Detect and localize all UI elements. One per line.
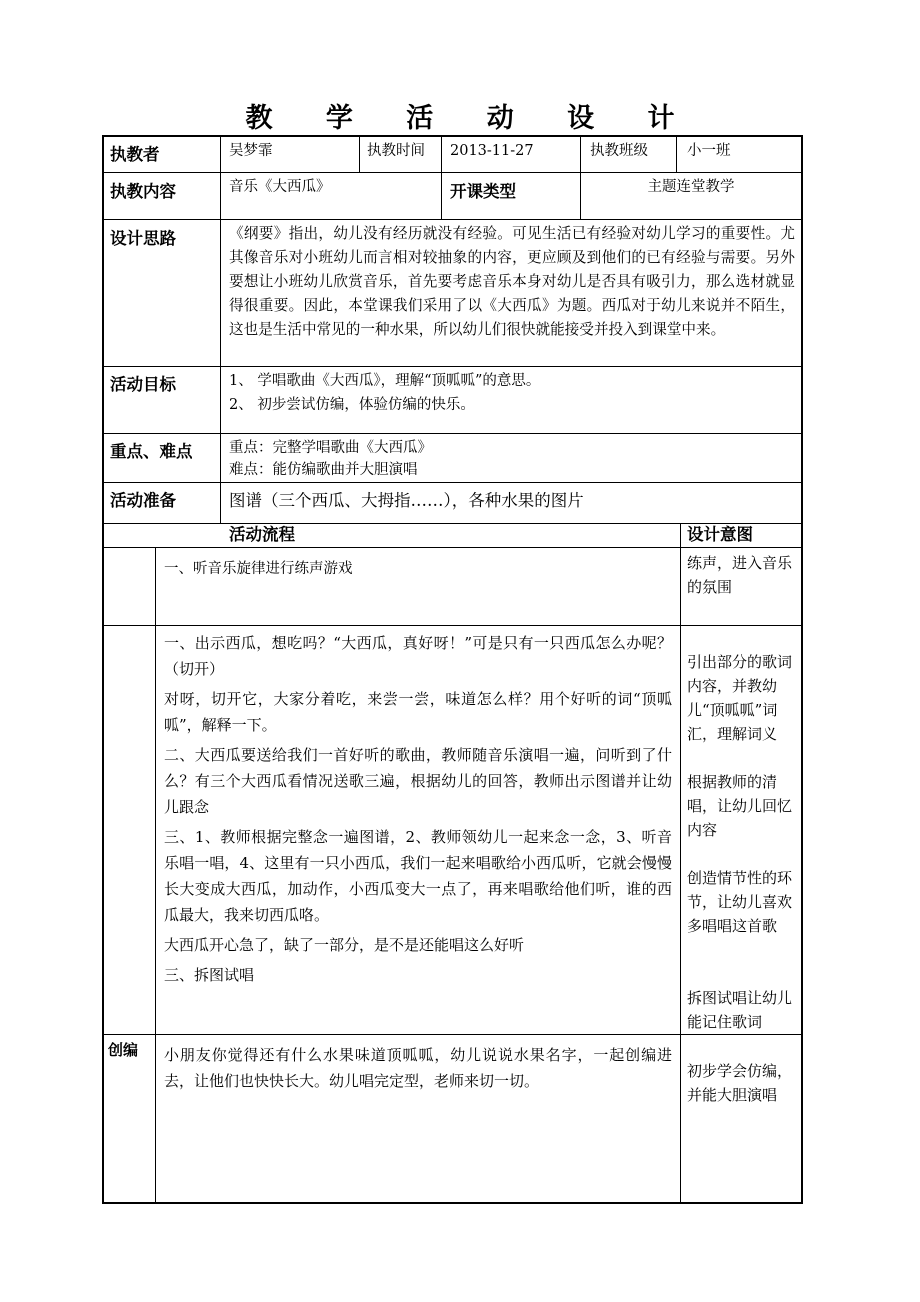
step-paragraph: 大西瓜开心急了，缺了一部分，是不是还能唱这么好听 bbox=[164, 936, 525, 954]
step-paragraph: 三、1、教师根据完整念一遍图谱，2、教师领幼儿一起来念一念，3、听音乐唱一唱，4、这里有一只小西瓜，我们一起来唱歌给小西瓜听，它就会慢慢长大变成大西瓜，加动作，小西瓜变大一点了，再来唱歌给他们听，谁的西瓜最大，我来切西瓜咯。 bbox=[164, 828, 672, 924]
step-paragraph: 一、出示西瓜，想吃吗？“大西瓜，真好呀！”可是只有一只西瓜怎么办呢？（切开） bbox=[164, 634, 672, 678]
step-paragraph: 对呀，切开它，大家分着吃，来尝一尝，味道怎么样？用个好听的词“顶呱呱”，解释一下。 bbox=[164, 690, 672, 734]
teaching-date: 2013-11-27 bbox=[450, 143, 534, 159]
create-label: 创编 bbox=[108, 1041, 139, 1059]
flow-header: 活动流程 bbox=[229, 525, 295, 544]
goals-label: 活动目标 bbox=[110, 375, 176, 394]
create-intent: 初步学会仿编，并能大胆演唱 bbox=[687, 1062, 793, 1104]
preparation-text: 图谱（三个西瓜、大拇指……），各种水果的图片 bbox=[229, 491, 584, 510]
content-label: 执教内容 bbox=[110, 182, 176, 201]
main-process bbox=[164, 630, 672, 988]
warmup-intent: 练声，进入音乐的氛围 bbox=[687, 554, 793, 596]
intent-header: 设计意图 bbox=[687, 525, 753, 544]
goal-item-2: 2、 初步尝试仿编，体验仿编的快乐。 bbox=[229, 397, 475, 413]
class-label: 执教班级 bbox=[590, 143, 648, 159]
key-point: 重点：完整学唱歌曲《大西瓜》 bbox=[229, 440, 432, 456]
design-idea-label: 设计思路 bbox=[110, 229, 176, 248]
design-idea-text: 《纲要》指出，幼儿没有经历就没有经验。可见生活已有经验对幼儿学习的重要性。尤其像音乐对小班幼儿而言相对较抽象的内容，更应顾及到他们的已有经验与需要。另外要想让小班幼儿欣赏音乐，首先要考虑音乐本身对幼儿是否具有吸引力，那么选材就显得很重要。因此，本堂课我们采用了以《大西瓜》为题。西瓜对于幼儿来说并不陌生，这也是生活中常见的一种水果，所以幼儿们很快就能接受并投入到课堂中来。 bbox=[229, 225, 795, 338]
intent-note: 引出部分的歌词内容，并教幼儿“顶呱呱”词汇，理解词义 bbox=[687, 653, 793, 743]
preparation-label: 活动准备 bbox=[110, 491, 176, 510]
time-label: 执教时间 bbox=[367, 143, 425, 159]
type-label: 开课类型 bbox=[450, 182, 516, 201]
goal-item-1: 1、 学唱歌曲《大西瓜》，理解“顶呱呱”的意思。 bbox=[229, 373, 541, 389]
teacher-name: 吴梦霏 bbox=[229, 143, 273, 159]
step-paragraph: 三、拆图试唱 bbox=[164, 966, 255, 984]
step-paragraph: 二、大西瓜要送给我们一首好听的歌曲，教师随音乐演唱一遍，问听到了什么？有三个大西瓜看情况送歌三遍，根据幼儿的回答，教师出示图谱并让幼儿跟念 bbox=[164, 746, 672, 816]
intent-note: 根据教师的清唱，让幼儿回忆内容 bbox=[687, 773, 793, 839]
teacher-label: 执教者 bbox=[110, 145, 160, 164]
lesson-type: 主题连堂教学 bbox=[647, 179, 735, 195]
warmup-step: 一、听音乐旋律进行练声游戏 bbox=[164, 561, 353, 577]
page-title: 教 学 活 动 设 计 bbox=[245, 103, 697, 134]
key-points-label: 重点、难点 bbox=[110, 442, 193, 461]
teaching-content: 音乐《大西瓜》 bbox=[229, 179, 331, 195]
class-name: 小一班 bbox=[687, 143, 731, 159]
difficult-point: 难点：能仿编歌曲并大胆演唱 bbox=[229, 462, 418, 478]
create-text: 小朋友你觉得还有什么水果味道顶呱呱，幼儿说说水果名字，一起创编进去，让他们也快快长大。幼儿唱完定型，老师来切一切。 bbox=[164, 1046, 672, 1090]
intent-note: 拆图试唱让幼儿能记住歌词 bbox=[687, 989, 793, 1031]
intent-note: 创造情节性的环节，让幼儿喜欢多唱唱这首歌 bbox=[687, 869, 793, 935]
